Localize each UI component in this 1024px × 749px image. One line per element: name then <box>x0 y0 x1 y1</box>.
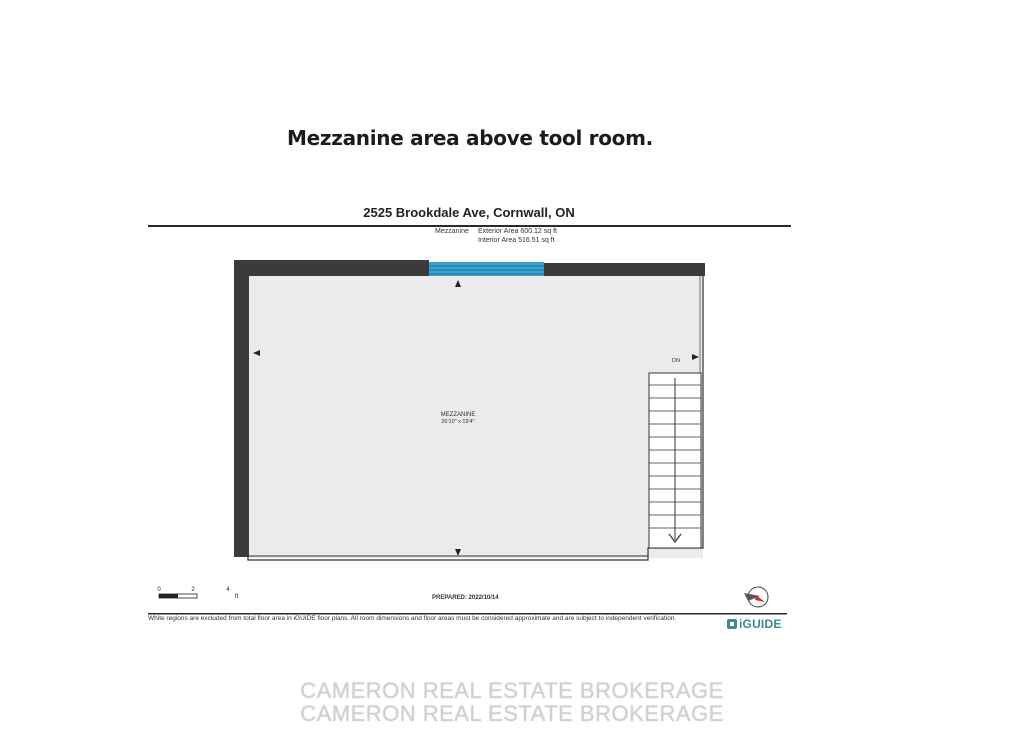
address: 2525 Brookdale Ave, Cornwall, ON <box>363 205 575 220</box>
room-dimensions: 26'10" x 19'4" <box>441 419 475 425</box>
page-heading: Mezzanine area above tool room. <box>287 126 653 150</box>
watermark-line-1: CAMERON REAL ESTATE BROKERAGE <box>300 678 724 703</box>
watermark-line-2: CAMERON REAL ESTATE BROKERAGE <box>300 701 724 726</box>
wall-top-right <box>544 263 705 276</box>
interior-area: Interior Area 516.51 sq ft <box>478 237 555 244</box>
scale-label-4: 4 <box>226 587 230 593</box>
disclaimer: White regions are excluded from total floor area in iGUIDE floor plans. All room dimensions and floor areas must be considered approximate and are subject to independent verification. <box>148 615 677 622</box>
wall-left <box>234 260 249 557</box>
wall-top-left <box>234 260 429 276</box>
scale-bar <box>157 587 238 600</box>
iguide-logo-icon <box>727 619 737 629</box>
prepared-date: PREPARED: 2022/10/14 <box>432 595 499 601</box>
scale-label-2: 2 <box>191 587 195 593</box>
stairs <box>649 373 701 548</box>
scale-label-0: 0 <box>157 587 161 593</box>
brand-name: iGUIDE <box>739 617 782 631</box>
scale-unit: ft <box>235 594 239 600</box>
room-floor <box>248 276 703 558</box>
exterior-area: Exterior Area 600.12 sq ft <box>478 228 557 235</box>
level-name: Mezzanine <box>435 228 469 235</box>
stairs-label: DN <box>672 358 680 364</box>
compass-icon <box>744 587 768 607</box>
room-name: MEZZANINE <box>440 412 476 418</box>
